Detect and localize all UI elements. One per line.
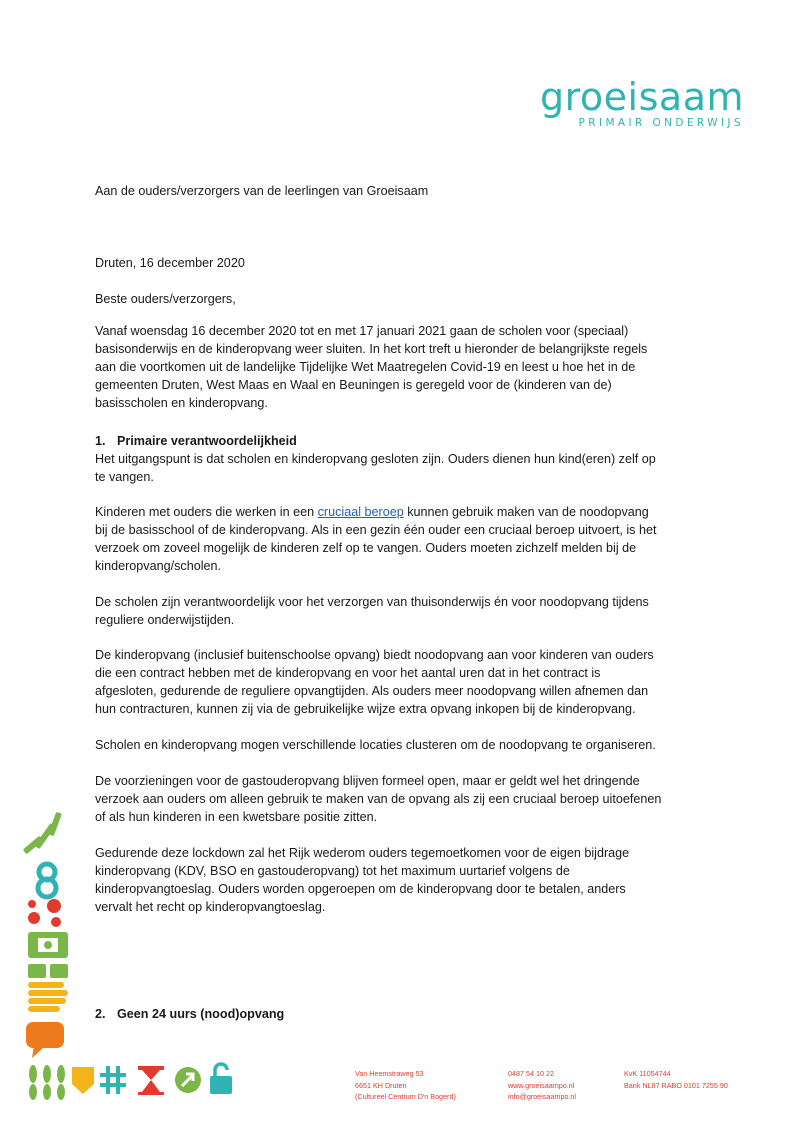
- arrow-icon: [175, 1067, 201, 1093]
- addressee: Aan de ouders/verzorgers van de leerlingen van Groeisaam: [95, 184, 429, 198]
- salutation: Beste ouders/verzorgers,: [95, 292, 236, 306]
- footer-bank: Bank NL87 RABO 0101 7255 90: [624, 1080, 728, 1090]
- lock-icon: [210, 1064, 232, 1094]
- text-line: hun contracturen, kunnen zij via de gebruikelijke wijze extra opvang inkopen bij de kinderopvang.: [95, 702, 636, 716]
- text-line: Het uitgangspunt is dat scholen en kinderopvang gesloten zijn. Ouders dienen hun kind(eren) zelf op: [95, 452, 656, 466]
- text-line: [95, 503, 710, 521]
- text-line: bij de basisschool of de kinderopvang. Als in een gezin één ouder een cruciaal beroep uitvoert, is het: [95, 523, 657, 537]
- text-segment: kunnen gebruik maken van de noodopvang: [403, 505, 649, 519]
- text-line: te vangen.: [95, 470, 154, 484]
- figure-eight-icon: [38, 864, 56, 897]
- footer-address: [355, 1068, 456, 1103]
- text-line: reguliere onderwijstijden.: [95, 613, 235, 627]
- leaves-icon: [29, 1065, 65, 1100]
- date-line: Druten, 16 december 2020: [95, 256, 245, 270]
- text-line: Scholen en kinderopvang mogen verschillende locaties clusteren om de noodopvang te organiseren.: [95, 738, 656, 752]
- text-line: vervalt het recht op kinderopvangtoeslag.: [95, 900, 326, 914]
- section-1-paragraph-3: [95, 593, 710, 629]
- text-line: die een contract hebben met de kinderopvang en voor het aantal uren dat in het contract is: [95, 666, 601, 680]
- section-number: 2.: [95, 1007, 106, 1021]
- text-line: kinderopvangtoeslag. Ouders worden opgeroepen om de kinderopvang door te betalen, anders: [95, 882, 626, 896]
- text-line: verzoek aan ouders om alleen gebruik te maken van de opvang als zij een cruciaal beroep uitoefenen: [95, 792, 662, 806]
- text-line: afgesloten, gedurende de reguliere opvangtijden. Als ouders meer noodopvang willen afnemen dan: [95, 684, 649, 698]
- text-line: Gedurende deze lockdown zal het Rijk wederom ouders tegemoetkomen voor de eigen bijdrage: [95, 846, 630, 860]
- section-number: 1.: [95, 434, 106, 448]
- text-line: kinderopvang/scholen.: [95, 559, 222, 573]
- footer-website: www.groeisaampo.nl: [508, 1080, 575, 1090]
- section-1-paragraph-5: [95, 736, 710, 754]
- cruciaal-beroep-link[interactable]: cruciaal beroep: [317, 505, 404, 519]
- section-title: Primaire verantwoordelijkheid: [117, 434, 297, 448]
- hourglass-icon: [138, 1066, 164, 1095]
- text-line: De voorzieningen voor de gastouderopvang blijven formeel open, maar er geldt wel het dringende: [95, 774, 640, 788]
- text-line: gemeenten Druten, West Maas en Waal en Beuningen is geregeld voor de (kinderen van de): [95, 378, 612, 392]
- text-line: De scholen zijn verantwoordelijk voor het verzorgen van thuisonderwijs én voor noodopvang tijdens: [95, 595, 649, 609]
- section-title: Geen 24 uurs (nood)opvang: [117, 1007, 285, 1021]
- pencil-icon: [23, 812, 62, 854]
- intro-paragraph: [95, 322, 710, 412]
- footer-line: Van Heemstraweg 53: [355, 1069, 424, 1078]
- section-1-paragraph-1: [95, 450, 710, 486]
- logo-wordmark: groeisaam: [540, 75, 744, 119]
- dots-icon: [28, 899, 61, 927]
- eye-icon: [28, 932, 68, 978]
- hand-icon: [28, 982, 68, 1012]
- text-line: basisonderwijs en de kinderopvang weer sluiten. In het kort treft u hieronder de belangrijkste regels: [95, 342, 648, 356]
- text-line: De kinderopvang (inclusief buitenschoolse opvang) biedt noodopvang aan voor kinderen van ouders: [95, 648, 654, 662]
- footer-contact: [508, 1068, 576, 1103]
- speech-bubble-icon: [26, 1022, 64, 1058]
- text-line: kinderopvang (KDV, BSO en gastouderopvang) tot het maximum uurtarief volgens de: [95, 864, 570, 878]
- footer-email: info@groeisaampo.nl: [508, 1092, 577, 1101]
- text-line: verzoek om zoveel mogelijk de kinderen zelf op te vangen. Ouders moeten zichzelf melden bij de: [95, 541, 637, 555]
- footer-registration: [624, 1068, 728, 1091]
- footer-line: 6651 KH Druten: [355, 1080, 407, 1090]
- shield-icon: [72, 1067, 94, 1094]
- section-1-heading: [95, 432, 710, 450]
- groeisaam-logo: [512, 75, 744, 129]
- text-line: aan die voortkomen uit de landelijke Tijdelijke Wet Maatregelen Covid-19 en leest u hoe het in de: [95, 360, 636, 374]
- text-line: of als hun kinderen in een kwetsbare positie zitten.: [95, 810, 378, 824]
- section-1-paragraph-4: [95, 646, 710, 718]
- text-line: basisscholen en kinderopvang.: [95, 396, 268, 410]
- text-segment: Kinderen met ouders die werken in een: [95, 505, 318, 519]
- decorative-brand-shapes: [22, 812, 252, 1102]
- footer-line: (Cultureel Centrum D'n Bogerd): [355, 1092, 456, 1101]
- text-line: Vanaf woensdag 16 december 2020 tot en met 17 januari 2021 gaan de scholen voor (speciaal): [95, 324, 629, 338]
- footer-phone: 0487 54 10 22: [508, 1069, 554, 1078]
- hash-icon: [100, 1066, 126, 1094]
- logo-subtitle: PRIMAIR ONDERWIJS: [578, 117, 744, 129]
- section-1-paragraph-2: [95, 503, 710, 575]
- footer-kvk: KvK 11054744: [624, 1069, 671, 1078]
